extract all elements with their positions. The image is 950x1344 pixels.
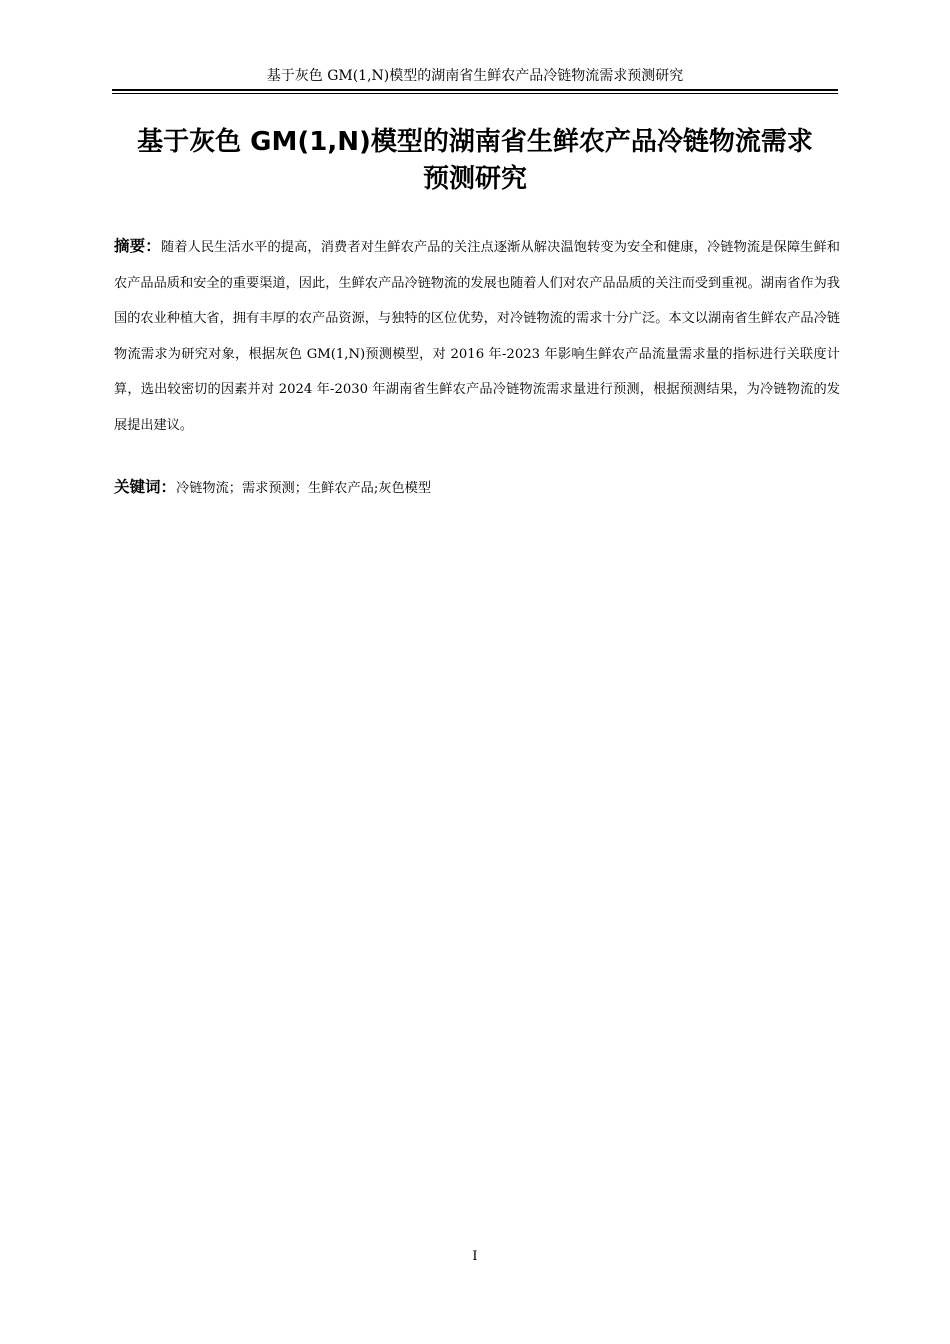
keywords-text: 冷链物流；需求预测；生鲜农产品;灰色模型 [176,481,432,496]
keywords-paragraph [114,471,840,505]
title-line-2: 预测研究 [422,164,527,194]
header-rule-thick [112,89,838,91]
abstract-text: 随着人民生活水平的提高，消费者对生鲜农产品的关注点逐渐从解决温饱转变为安全和健康，冷链物流是保障生鲜和农产品品质和安全的重要渠道，因此，生鲜农产品冷链物流的发展也随着人们对农产品品质的关注而受到重视。湖南省作为我国的农业种植大省，拥有丰厚的农产品资源，与独特的区位优势，对冷链物流的需求十分广泛。本文以湖南省生鲜农产品冷链物流需求为研究对象，根据灰色 GM(1,N)预测模型，对 2016 年-2023 年影响生鲜农产品流量需求量的指标进行关联度计算，选出较密切的因素并对 2024 年-2030 年湖南省生鲜农产品冷链物流需求量进行预测，根据预测结果，为冷链物流的发展提出建议。 [114,240,840,433]
title-line-1: 基于灰色 GM(1,N)模型的湖南省生鲜农产品冷链物流需求 [137,127,813,157]
keywords-label: 关键词： [114,478,177,496]
document-title [100,124,850,198]
abstract-label: 摘要： [114,237,161,255]
page-number: I [472,1249,478,1264]
running-header: 基于灰色 GM(1,N)模型的湖南省生鲜农产品冷链物流需求预测研究 [266,68,684,84]
header-rule-thin [112,93,838,94]
abstract-paragraph [114,229,840,443]
